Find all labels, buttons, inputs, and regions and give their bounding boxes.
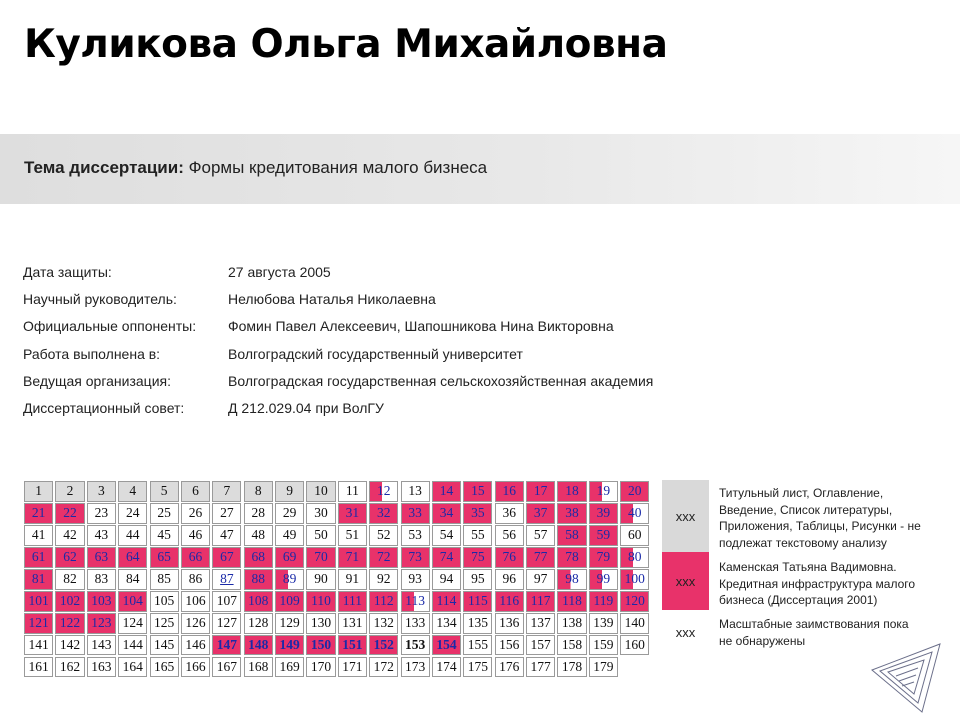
page-cell-2: 2	[55, 481, 84, 502]
page-cell-145: 145	[150, 635, 179, 656]
page-cell-62: 62	[55, 547, 84, 568]
page-cell-79: 79	[589, 547, 618, 568]
page-cell-45: 45	[150, 525, 179, 546]
page-cell-54: 54	[432, 525, 461, 546]
page-cell-137: 137	[526, 613, 555, 634]
legend-text-clean: Масштабные заимствования пока не обнаружены	[719, 617, 909, 648]
page-cell-17: 17	[526, 481, 555, 502]
page-cell-10: 10	[306, 481, 335, 502]
page-cell-176: 176	[495, 657, 524, 678]
info-row	[23, 346, 653, 373]
info-value: Волгоградский государственный университет	[228, 345, 523, 362]
page-cell-69: 69	[275, 547, 304, 568]
page-cell-127: 127	[212, 613, 241, 634]
page-cell-50: 50	[306, 525, 335, 546]
page-cell-94: 94	[432, 569, 461, 590]
page-cell-38: 38	[557, 503, 586, 524]
page-cell-171: 171	[338, 657, 367, 678]
page-cell-177: 177	[526, 657, 555, 678]
page-cell-48: 48	[244, 525, 273, 546]
page-cell-125: 125	[150, 613, 179, 634]
page-cell-156: 156	[495, 635, 524, 656]
page-cell-28: 28	[244, 503, 273, 524]
info-key: Дата защиты:	[23, 264, 112, 280]
page-cell-23: 23	[87, 503, 116, 524]
page-cell-91: 91	[338, 569, 367, 590]
page-cell-158: 158	[557, 635, 586, 656]
page-cell-60: 60	[620, 525, 649, 546]
page-cell-95: 95	[463, 569, 492, 590]
page-cell-53: 53	[401, 525, 430, 546]
page-cell-129: 129	[275, 613, 304, 634]
page-cell-55: 55	[463, 525, 492, 546]
page-title: Куликова Ольга Михайловна	[24, 22, 668, 67]
page-cell-71: 71	[338, 547, 367, 568]
page-cell-41: 41	[24, 525, 53, 546]
page-cell-70: 70	[306, 547, 335, 568]
page-cell-21: 21	[24, 503, 53, 524]
page-cell-1: 1	[24, 481, 53, 502]
page-cell-29: 29	[275, 503, 304, 524]
legend-swatch-borrowed: xxx	[662, 552, 709, 610]
page-cell-136: 136	[495, 613, 524, 634]
page-cell-139: 139	[589, 613, 618, 634]
page-cell-134: 134	[432, 613, 461, 634]
page-cell-74: 74	[432, 547, 461, 568]
page-cell-109: 109	[275, 591, 304, 612]
page-cell-163: 163	[87, 657, 116, 678]
page-cell-174: 174	[432, 657, 461, 678]
page-cell-117: 117	[526, 591, 555, 612]
page-cell-76: 76	[495, 547, 524, 568]
page-cell-49: 49	[275, 525, 304, 546]
page-cell-175: 175	[463, 657, 492, 678]
page-cell-93: 93	[401, 569, 430, 590]
page-cell-13: 13	[401, 481, 430, 502]
page-cell-149: 149	[275, 635, 304, 656]
page-cell-106: 106	[181, 591, 210, 612]
page-cell-131: 131	[338, 613, 367, 634]
page-cell-179: 179	[589, 657, 618, 678]
page-cell-133: 133	[401, 613, 430, 634]
page-cell-7: 7	[212, 481, 241, 502]
page-cell-36: 36	[495, 503, 524, 524]
page-cell-161: 161	[24, 657, 53, 678]
page-cell-152: 152	[369, 635, 398, 656]
page-cell-116: 116	[495, 591, 524, 612]
page-cell-8: 8	[244, 481, 273, 502]
info-key: Работа выполнена в:	[23, 345, 161, 362]
page-cell-34: 34	[432, 503, 461, 524]
info-value: Д 212.029.04 при ВолГУ	[228, 399, 384, 416]
page-cell-63: 63	[87, 547, 116, 568]
page-cell-121: 121	[24, 613, 53, 634]
page-cell-64: 64	[118, 547, 147, 568]
info-row	[23, 291, 653, 318]
page-cell-124: 124	[118, 613, 147, 634]
dissertation-topic	[24, 158, 487, 178]
page-cell-126: 126	[181, 613, 210, 634]
page-cell-165: 165	[150, 657, 179, 678]
page-cell-135: 135	[463, 613, 492, 634]
page-cell-86: 86	[181, 569, 210, 590]
info-key: Ведущая организация:	[23, 372, 171, 389]
page-cell-33: 33	[401, 503, 430, 524]
page-cell-31: 31	[338, 503, 367, 524]
page-cell-159: 159	[589, 635, 618, 656]
page-cell-52: 52	[369, 525, 398, 546]
page-cell-113: 113	[401, 591, 430, 612]
page-cell-26: 26	[181, 503, 210, 524]
page-cell-130: 130	[306, 613, 335, 634]
page-cell-47: 47	[212, 525, 241, 546]
page-cell-170: 170	[306, 657, 335, 678]
page-cell-66: 66	[181, 547, 210, 568]
page-cell-22: 22	[55, 503, 84, 524]
page-cell-97: 97	[526, 569, 555, 590]
page-cell-104: 104	[118, 591, 147, 612]
page-cell-98: 98	[557, 569, 586, 590]
page-cell-37: 37	[526, 503, 555, 524]
page-cell-114: 114	[432, 591, 461, 612]
page-cell-173: 173	[401, 657, 430, 678]
page-cell-122: 122	[55, 613, 84, 634]
page-cell-132: 132	[369, 613, 398, 634]
page-cell-154: 154	[432, 635, 461, 656]
page-cell-16: 16	[495, 481, 524, 502]
info-row	[23, 400, 653, 427]
page-cell-138: 138	[557, 613, 586, 634]
page-map-grid	[24, 481, 649, 677]
page-cell-112: 112	[369, 591, 398, 612]
page-cell-147: 147	[212, 635, 241, 656]
page-cell-51: 51	[338, 525, 367, 546]
page-cell-59: 59	[589, 525, 618, 546]
info-key: Официальные оппоненты:	[23, 318, 197, 335]
page-cell-43: 43	[87, 525, 116, 546]
page-cell-141: 141	[24, 635, 53, 656]
page-cell-44: 44	[118, 525, 147, 546]
page-cell-6: 6	[181, 481, 210, 502]
info-key: Диссертационный совет:	[23, 399, 185, 416]
page-cell-57: 57	[526, 525, 555, 546]
page-cell-82: 82	[55, 569, 84, 590]
page-cell-58: 58	[557, 525, 586, 546]
page-cell-20: 20	[620, 481, 649, 502]
page-cell-3: 3	[87, 481, 116, 502]
page-cell-35: 35	[463, 503, 492, 524]
page-cell-78: 78	[557, 547, 586, 568]
page-cell-103: 103	[87, 591, 116, 612]
page-cell-119: 119	[589, 591, 618, 612]
page-cell-155: 155	[463, 635, 492, 656]
page-cell-89: 89	[275, 569, 304, 590]
page-cell-143: 143	[87, 635, 116, 656]
page-cell-4: 4	[118, 481, 147, 502]
page-cell-167: 167	[212, 657, 241, 678]
page-cell-120: 120	[620, 591, 649, 612]
page-cell-19: 19	[589, 481, 618, 502]
page-cell-160: 160	[620, 635, 649, 656]
page-cell-80: 80	[620, 547, 649, 568]
page-cell-73: 73	[401, 547, 430, 568]
topic-value: Формы кредитования малого бизнеса	[188, 158, 488, 177]
page-cell-5: 5	[150, 481, 179, 502]
page-cell-83: 83	[87, 569, 116, 590]
topic-label: Тема диссертации:	[24, 158, 184, 177]
page-cell-14: 14	[432, 481, 461, 502]
page-cell-90: 90	[306, 569, 335, 590]
page-cell-128: 128	[244, 613, 273, 634]
page-cell-153: 153	[401, 635, 430, 656]
page-cell-178: 178	[557, 657, 586, 678]
page-cell-61: 61	[24, 547, 53, 568]
page-cell-99: 99	[589, 569, 618, 590]
legend-text-borrowed: Каменская Татьяна Вадимовна. Кредитная инфраструктура малого бизнеса (Диссертация 2001)	[719, 560, 916, 607]
page-cell-169: 169	[275, 657, 304, 678]
page-cell-85: 85	[150, 569, 179, 590]
page-cell-84: 84	[118, 569, 147, 590]
page-cell-168: 168	[244, 657, 273, 678]
page-cell-92: 92	[369, 569, 398, 590]
info-value: Нелюбова Наталья Николаевна	[228, 291, 436, 308]
page-cell-148: 148	[244, 635, 273, 656]
page-cell-172: 172	[369, 657, 398, 678]
page-cell-30: 30	[306, 503, 335, 524]
page-cell-81: 81	[24, 569, 53, 590]
page-cell-108: 108	[244, 591, 273, 612]
legend-swatch-clean: xxx	[662, 618, 709, 646]
page-cell-118: 118	[557, 591, 586, 612]
page-cell-151: 151	[338, 635, 367, 656]
page-cell-110: 110	[306, 591, 335, 612]
page-cell-68: 68	[244, 547, 273, 568]
info-row	[23, 318, 653, 345]
page-cell-67: 67	[212, 547, 241, 568]
page-cell-96: 96	[495, 569, 524, 590]
page-cell-56: 56	[495, 525, 524, 546]
page-cell-12: 12	[369, 481, 398, 502]
page-cell-27: 27	[212, 503, 241, 524]
page-cell-115: 115	[463, 591, 492, 612]
page-cell-9: 9	[275, 481, 304, 502]
legend-swatch-excluded: xxx	[662, 480, 709, 552]
page-cell-24: 24	[118, 503, 147, 524]
info-row	[23, 264, 653, 291]
page-cell-88: 88	[244, 569, 273, 590]
page-cell-75: 75	[463, 547, 492, 568]
page-cell-157: 157	[526, 635, 555, 656]
page-cell-77: 77	[526, 547, 555, 568]
page-cell-146: 146	[181, 635, 210, 656]
info-value: Фомин Павел Алексеевич, Шапошникова Нина Викторовна	[228, 318, 614, 335]
page-cell-65: 65	[150, 547, 179, 568]
page-cell-123: 123	[87, 613, 116, 634]
page-cell-25: 25	[150, 503, 179, 524]
page-cell-162: 162	[55, 657, 84, 678]
page-cell-32: 32	[369, 503, 398, 524]
legend-text-excluded: Титульный лист, Оглавление, Введение, Список литературы, Приложения, Таблицы, Рисунки - не подлежат текстовому анализу	[719, 486, 921, 550]
page-cell-140: 140	[620, 613, 649, 634]
page-cell-102: 102	[55, 591, 84, 612]
triangle-stamp-icon	[866, 640, 946, 716]
page-cell-87: 87	[212, 569, 241, 590]
page-cell-111: 111	[338, 591, 367, 612]
page-cell-166: 166	[181, 657, 210, 678]
info-table	[23, 264, 653, 427]
page-cell-101: 101	[24, 591, 53, 612]
info-value: Волгоградская государственная сельскохозяйственная академия	[228, 372, 654, 389]
page-cell-150: 150	[306, 635, 335, 656]
page-cell-40: 40	[620, 503, 649, 524]
page-cell-46: 46	[181, 525, 210, 546]
page-cell-18: 18	[557, 481, 586, 502]
page-cell-164: 164	[118, 657, 147, 678]
page-cell-15: 15	[463, 481, 492, 502]
page-cell-100: 100	[620, 569, 649, 590]
page-cell-142: 142	[55, 635, 84, 656]
page-cell-72: 72	[369, 547, 398, 568]
page-cell-107: 107	[212, 591, 241, 612]
info-row	[23, 373, 653, 400]
page-cell-144: 144	[118, 635, 147, 656]
info-key: Научный руководитель:	[23, 291, 177, 308]
page-cell-39: 39	[589, 503, 618, 524]
page-cell-11: 11	[338, 481, 367, 502]
page-cell-105: 105	[150, 591, 179, 612]
info-value: 27 августа 2005	[228, 264, 331, 280]
page-cell-42: 42	[55, 525, 84, 546]
